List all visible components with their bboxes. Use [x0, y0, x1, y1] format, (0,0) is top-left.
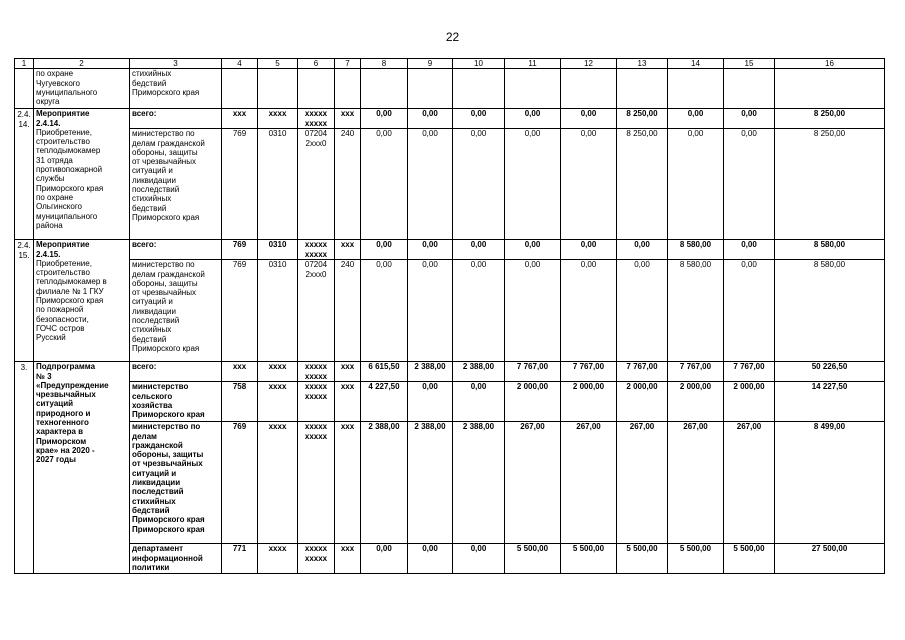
table-cell: ххххх ххххх	[298, 422, 335, 544]
table-cell: 2 388,00	[408, 422, 453, 544]
column-number: 11	[505, 59, 561, 69]
table-row	[15, 240, 885, 260]
table-cell: 14 227,50	[775, 382, 885, 422]
column-number: 10	[453, 59, 505, 69]
column-number: 14	[668, 59, 724, 69]
table-cell: 0,00	[361, 260, 408, 362]
table-cell: 758	[222, 382, 258, 422]
table-cell: 50 226,50	[775, 362, 885, 382]
table-cell: 769	[222, 260, 258, 362]
table-cell: ххххх ххххх	[298, 382, 335, 422]
table-cell: 0,00	[668, 129, 724, 240]
table-cell: 0,00	[505, 109, 561, 129]
table-cell: 8 580,00	[775, 260, 885, 362]
table-cell: 0,00	[453, 129, 505, 240]
table-cell: 8 499,00	[775, 422, 885, 544]
table-cell: ххх	[335, 362, 361, 382]
table-cell: 267,00	[505, 422, 561, 544]
table-cell: 8 250,00	[617, 129, 668, 240]
page-number: 22	[445, 30, 460, 44]
table-cell: 0,00	[505, 260, 561, 362]
table-cell: 2 388,00	[453, 362, 505, 382]
executor-cell: министерство по делам гражданской обороны, защиты от чрезвычайных ситуаций и ликвидации последствий стихийных бедствий Приморского края	[130, 129, 222, 240]
table-cell: 8 250,00	[617, 109, 668, 129]
table-cell: 0,00	[505, 240, 561, 260]
column-number: 9	[408, 59, 453, 69]
executor-cell: департамент информационной политики	[130, 544, 222, 574]
column-number: 8	[361, 59, 408, 69]
table-cell: ххх	[335, 240, 361, 260]
table-cell: 0310	[258, 240, 298, 260]
table-cell: хххх	[258, 362, 298, 382]
table-cell: 7 767,00	[724, 362, 775, 382]
executor-cell: министерство сельского хозяйства Приморского края	[130, 382, 222, 422]
table-cell: 2 000,00	[505, 382, 561, 422]
executor-cell: министерство по делам гражданской обороны, защиты от чрезвычайных ситуаций и ликвидации последствий стихийных бедствий Приморского края	[130, 260, 222, 362]
subprogram-title: Подпрограмма № 3 «Предупреждение чрезвычайных ситуаций природного и техногенного характера в Приморском крае» на 2020 - 2027 годы	[34, 362, 130, 574]
column-number: 16	[775, 59, 885, 69]
table-cell: 8 250,00	[775, 109, 885, 129]
executor-cell: стихийных бедствий Приморского края	[130, 69, 222, 109]
table-cell: 5 500,00	[668, 544, 724, 574]
table-cell: 6 615,50	[361, 362, 408, 382]
executor-cell: министерство по делам гражданской обороны, защиты от чрезвычайных ситуаций и ликвидации последствий стихийных бедствий Приморского края Приморского края	[130, 422, 222, 544]
table-cell: 8 580,00	[775, 240, 885, 260]
table-cell: 0,00	[361, 129, 408, 240]
column-number: 2	[34, 59, 130, 69]
column-number: 5	[258, 59, 298, 69]
table-row	[15, 544, 885, 574]
table-cell: ххх	[222, 109, 258, 129]
column-number: 13	[617, 59, 668, 69]
table-cell: 0,00	[453, 240, 505, 260]
table-cell: 07204 2ххх0	[298, 260, 335, 362]
measure-number: 2.4. 15.	[15, 240, 34, 362]
table-cell: 0,00	[408, 109, 453, 129]
table-cell: 0,00	[668, 109, 724, 129]
table-row	[15, 260, 885, 362]
measure-description: по охране Чугуевского муниципального округа	[34, 69, 130, 109]
table-cell: 0,00	[561, 129, 617, 240]
column-number: 1	[15, 59, 34, 69]
table-cell: ххххх ххххх	[298, 544, 335, 574]
table-cell: 0,00	[408, 260, 453, 362]
table-cell: 0,00	[408, 240, 453, 260]
column-number-row	[15, 59, 885, 69]
table-cell: 0,00	[361, 109, 408, 129]
table-cell: 0310	[258, 129, 298, 240]
table-cell: 0,00	[724, 129, 775, 240]
table-cell: 0310	[258, 260, 298, 362]
column-number: 7	[335, 59, 361, 69]
column-number: 15	[724, 59, 775, 69]
table-row	[15, 69, 885, 109]
table-cell: хххх	[258, 422, 298, 544]
measure-description: Мероприятие 2.4.14. Приобретение, строительство теплодымокамер 31 отряда противопожарной службы Приморского края по охране Ольгинского муниципального района	[34, 109, 130, 240]
table-cell: 2 000,00	[724, 382, 775, 422]
table-cell: 240	[335, 129, 361, 240]
column-number: 12	[561, 59, 617, 69]
table-cell: 5 500,00	[505, 544, 561, 574]
table-cell: 0,00	[361, 544, 408, 574]
table-cell: 240	[335, 260, 361, 362]
table-cell: 0,00	[561, 109, 617, 129]
table-cell: 0,00	[408, 544, 453, 574]
table-cell: 0,00	[361, 240, 408, 260]
table-cell: 771	[222, 544, 258, 574]
total-label: всего:	[130, 362, 222, 382]
table-cell: ххх	[335, 422, 361, 544]
table-cell: ххх	[335, 382, 361, 422]
table-cell: 2 000,00	[617, 382, 668, 422]
table-row	[15, 362, 885, 382]
budget-table	[14, 58, 885, 574]
total-label: всего:	[130, 240, 222, 260]
table-cell: 7 767,00	[505, 362, 561, 382]
measure-number: 2.4. 14.	[15, 109, 34, 240]
table-cell: 0,00	[453, 382, 505, 422]
table-cell: ххххх ххххх	[298, 240, 335, 260]
table-cell: 7 767,00	[561, 362, 617, 382]
table-cell: 8 580,00	[668, 240, 724, 260]
table-cell: 0,00	[408, 129, 453, 240]
table-cell: 7 767,00	[668, 362, 724, 382]
table-cell: 0,00	[724, 240, 775, 260]
table-cell: хххх	[258, 382, 298, 422]
table-cell: 5 500,00	[724, 544, 775, 574]
table-cell: 7 767,00	[617, 362, 668, 382]
table-cell: 769	[222, 240, 258, 260]
table-cell: 267,00	[617, 422, 668, 544]
table-cell: 0,00	[724, 260, 775, 362]
table-cell: 769	[222, 422, 258, 544]
table-cell: 07204 2ххх0	[298, 129, 335, 240]
table-cell: хххх	[258, 109, 298, 129]
table-cell: 5 500,00	[617, 544, 668, 574]
table-cell: 2 000,00	[668, 382, 724, 422]
table-cell: 267,00	[668, 422, 724, 544]
table-cell: ххх	[222, 362, 258, 382]
table-row	[15, 382, 885, 422]
table-cell: 0,00	[561, 260, 617, 362]
table-cell: 5 500,00	[561, 544, 617, 574]
table-cell: 27 500,00	[775, 544, 885, 574]
table-cell: 769	[222, 129, 258, 240]
table-row	[15, 422, 885, 544]
table-cell: 2 388,00	[408, 362, 453, 382]
table-cell: 267,00	[724, 422, 775, 544]
table-cell: 2 388,00	[361, 422, 408, 544]
table-cell: хххх	[258, 544, 298, 574]
table-cell: 0,00	[617, 260, 668, 362]
table-row	[15, 109, 885, 129]
table-row	[15, 129, 885, 240]
table-cell: 4 227,50	[361, 382, 408, 422]
total-label: всего:	[130, 109, 222, 129]
column-number: 3	[130, 59, 222, 69]
table-cell: ххх	[335, 109, 361, 129]
table-cell: 0,00	[453, 260, 505, 362]
table-cell: 2 000,00	[561, 382, 617, 422]
column-number: 6	[298, 59, 335, 69]
table-cell: 0,00	[561, 240, 617, 260]
table-cell: 0,00	[453, 109, 505, 129]
table-cell: 0,00	[617, 240, 668, 260]
table-cell: 0,00	[724, 109, 775, 129]
table-cell: ххх	[335, 544, 361, 574]
table-cell: 267,00	[561, 422, 617, 544]
table-cell: ххххх ххххх	[298, 362, 335, 382]
table-cell: 0,00	[453, 544, 505, 574]
table-cell: 8 250,00	[775, 129, 885, 240]
measure-description: Мероприятие 2.4.15. Приобретение, строительство теплодымокамер в филиале № 1 ГКУ Приморского края по пожарной безопасности, ГОЧС остров Русский	[34, 240, 130, 362]
table-cell: 0,00	[408, 382, 453, 422]
table-cell: 2 388,00	[453, 422, 505, 544]
measure-number: 3.	[15, 362, 34, 574]
table-cell: 0,00	[505, 129, 561, 240]
table-cell: ххххх ххххх	[298, 109, 335, 129]
column-number: 4	[222, 59, 258, 69]
table-cell: 8 580,00	[668, 260, 724, 362]
